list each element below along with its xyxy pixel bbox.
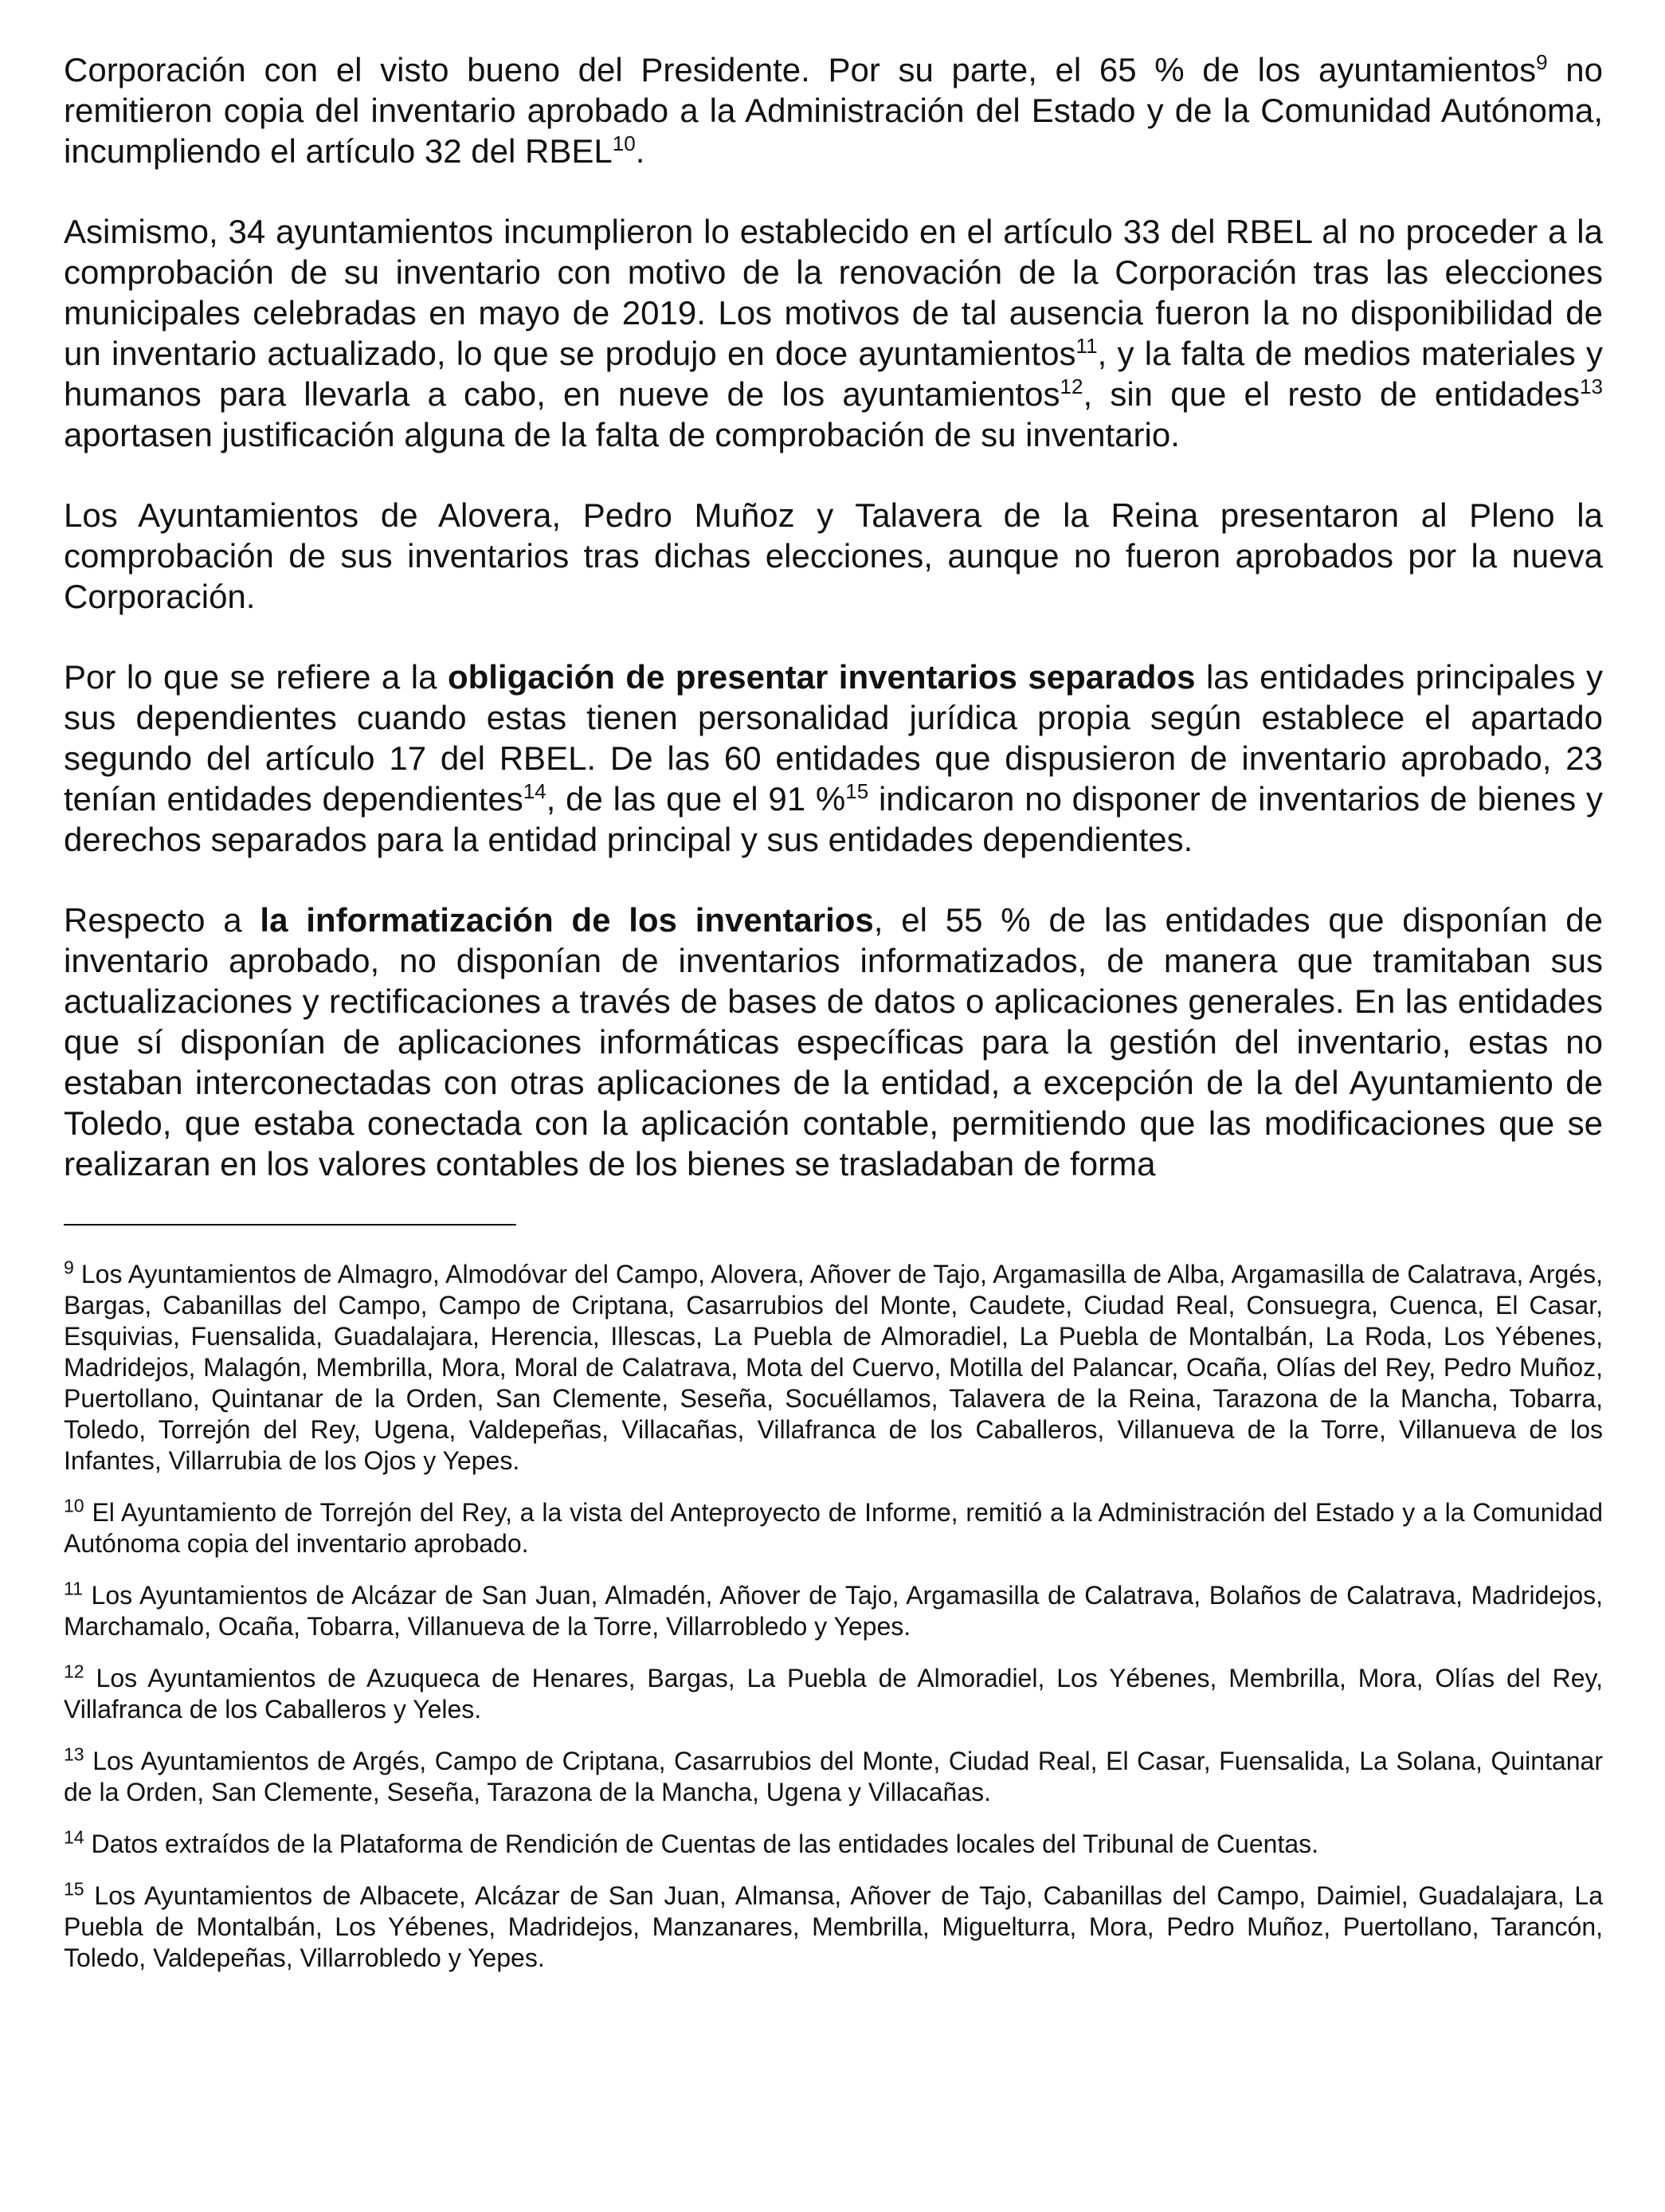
footnote-text: Los Ayuntamientos de Albacete, Alcázar de San Juan, Almansa, Añover de Tajo, Cabanillas del Campo, Daimiel, Guadalajara, La Puebla de Montalbán, Los Yébenes, Madridejos, Manzanares, Membrilla, Miguelturra, Mora, Pedro Muñoz, Puertollano, Tarancón, Toledo, Valdepeñas, Villarrobledo y Yepes.	[64, 1881, 1604, 1972]
paragraph-text: Los Ayuntamientos de Alovera, Pedro Muñoz y Talavera de la Reina presentaron al Pleno la comprobación de sus inventarios tras dichas elecciones, aunque no fueron aprobados por la nueva Corporación.	[64, 496, 1603, 615]
footnote-text: Los Ayuntamientos de Almagro, Almodóvar del Campo, Alovera, Añover de Tajo, Argamasilla de Alba, Argamasilla de Calatrava, Argés, Bargas, Cabanillas del Campo, Campo de Criptana, Casarrubios del Monte, Caudete, Ciudad Real, Consuegra, Cuenca, El Casar, Esquivias, Fuensalida, Guadalajara, Herencia, Illescas, La Puebla de Almoradiel, La Puebla de Montalbán, La Roda, Los Yébenes, Madridejos, Malagón, Membrilla, Mora, Moral de Calatrava, Mota del Cuervo, Motilla del Palancar, Ocaña, Olías del Rey, Pedro Muñoz, Puertollano, Quintanar de la Orden, San Clemente, Seseña, Socuéllamos, Talavera de la Reina, Tarazona de la Mancha, Tobarra, Toledo, Torrejón del Rey, Ugena, Valdepeñas, Villacañas, Villafranca de los Caballeros, Villanueva de la Torre, Villanueva de los Infantes, Villarrubia de los Ojos y Yepes.	[64, 1260, 1604, 1475]
footnote-ref-14[interactable]: 14	[523, 779, 547, 803]
footnote-text: Los Ayuntamientos de Alcázar de San Juan, Almadén, Añover de Tajo, Argamasilla de Calatrava, Bolaños de Calatrava, Madridejos, Marchamalo, Ocaña, Tobarra, Villanueva de la Torre, Villarrobledo y Yepes.	[64, 1581, 1604, 1641]
paragraph-text: las entidades principales y sus dependientes cuando estas tienen personalidad jurídica propia según establece el apartado segundo del artículo 17 del RBEL. De las 60 entidades que dispusieron de inventario aprobado, 23 tenían entidades dependientes	[64, 658, 1603, 818]
footnote-text: Datos extraídos de la Plataforma de Rendición de Cuentas de las entidades locales del Tribunal de Cuentas.	[91, 1830, 1319, 1858]
footnote-text: Los Ayuntamientos de Argés, Campo de Criptana, Casarrubios del Monte, Ciudad Real, El Casar, Fuensalida, La Solana, Quintanar de la Orden, San Clemente, Seseña, Tarazona de la Mancha, Ugena y Villacañas.	[64, 1747, 1604, 1806]
footnote-ref-12[interactable]: 12	[1060, 375, 1083, 398]
footnote-9	[64, 1259, 1603, 1477]
paragraph-text: aportasen justificación alguna de la falta de comprobación de su inventario.	[64, 416, 1180, 453]
footnote-separator	[64, 1224, 516, 1226]
paragraph-text: Asimismo, 34 ayuntamientos incumplieron lo establecido en el artículo 33 del RBEL al no proceder a la comprobación de su inventario con motivo de la renovación de la Corporación tras las elecciones municipales celebradas en mayo de 2019. Los motivos de tal ausencia fueron la no disponibilidad de un inventario actualizado, lo que se produjo en doce ayuntamientos	[64, 213, 1603, 372]
paragraph-text: , de las que el 91 %	[546, 780, 846, 818]
footnote-number: 13	[64, 1743, 84, 1765]
footnote-ref-9[interactable]: 9	[1536, 50, 1548, 74]
footnote-14	[64, 1826, 1603, 1860]
footnote-11	[64, 1580, 1603, 1642]
paragraph-text: Corporación con el visto bueno del Presidente. Por su parte, el 65 % de los ayuntamientos	[64, 51, 1537, 88]
paragraph-text: , el 55 % de las entidades que disponían de inventario aprobado, no disponían de inventarios informatizados, de manera que tramitaban sus actualizaciones y rectificaciones a través de bases de datos o aplicaciones generales. En las entidades que sí disponían de aplicaciones informáticas específicas para la gestión del inventario, estas no estaban interconectadas con otras aplicaciones de la entidad, a excepción de la del Ayuntamiento de Toledo, que estaba conectada con la aplicación contable, permitiendo que las modificaciones que se realizaran en los valores contables de los bienes se trasladaban de forma	[64, 901, 1603, 1182]
footnote-number: 15	[64, 1878, 84, 1900]
footnote-number: 11	[64, 1578, 83, 1599]
paragraph-inventarios-separados	[64, 657, 1603, 860]
footnotes	[64, 1259, 1603, 1974]
document-page	[64, 49, 1603, 1994]
footnote-13	[64, 1743, 1604, 1808]
paragraph-text: no remitieron copia del inventario aprobado a la Administración del Estado y de la Comunidad Autónoma, incumpliendo el artículo 32 del RBEL	[64, 51, 1603, 170]
paragraph-text: .	[635, 132, 645, 170]
footnote-number: 12	[64, 1661, 84, 1682]
paragraph-remision-inventario	[64, 49, 1603, 171]
footnote-ref-11[interactable]: 11	[1075, 334, 1098, 358]
paragraph-text: , sin que el resto de entidades	[1083, 375, 1581, 413]
footnote-ref-13[interactable]: 13	[1580, 375, 1603, 398]
paragraph-informatizacion-inventarios	[64, 900, 1603, 1184]
footnote-number: 14	[64, 1826, 84, 1848]
footnote-12	[64, 1663, 1603, 1725]
paragraph-alovera-pedro-munoz-talavera	[64, 495, 1603, 617]
bold-phrase: la informatización de los inventarios	[260, 901, 874, 939]
footnote-ref-15[interactable]: 15	[845, 779, 869, 803]
bold-phrase: obligación de presentar inventarios separados	[447, 658, 1196, 696]
footnote-text: El Ayuntamiento de Torrejón del Rey, a la vista del Anteproyecto de Informe, remitió a la Administración del Estado y a la Comunidad Autónoma copia del inventario aprobado.	[64, 1498, 1604, 1558]
footnote-text: Los Ayuntamientos de Azuqueca de Henares, Bargas, La Puebla de Almoradiel, Los Yébenes, Membrilla, Mora, Olías del Rey, Villafranca de los Caballeros y Yeles.	[64, 1664, 1603, 1724]
footnote-number: 9	[64, 1257, 74, 1278]
footnote-15	[64, 1878, 1604, 1974]
footnote-ref-10[interactable]: 10	[612, 131, 636, 155]
body-text	[64, 49, 1603, 1184]
paragraph-comprobacion-inventario	[64, 211, 1603, 455]
paragraph-text: Respecto a	[64, 901, 261, 939]
footnote-10	[64, 1497, 1603, 1559]
paragraph-text: , y la falta de medios materiales y humanos para llevarla a cabo, en nueve de los ayuntamientos	[64, 335, 1603, 413]
footnote-number: 10	[64, 1495, 84, 1516]
paragraph-text: Por lo que se refiere a la	[64, 658, 448, 696]
paragraph-text: indicaron no disponer de inventarios de bienes y derechos separados para la entidad principal y sus entidades dependientes.	[64, 780, 1603, 858]
